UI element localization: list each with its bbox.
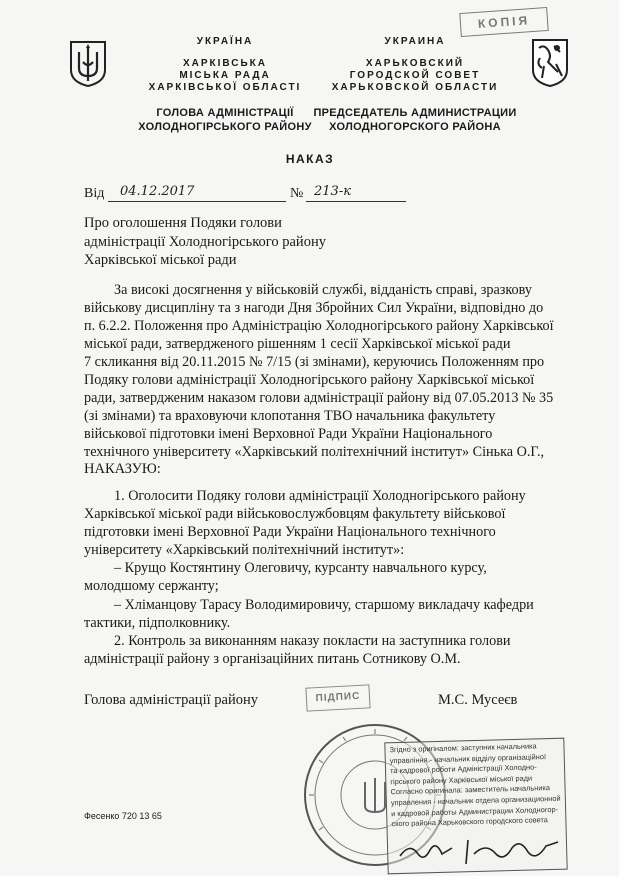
signature-stamp-text: ПІДПИС	[315, 690, 361, 705]
preamble-line-10: технічного університету «Харківський політехнічний інститут» Сінька О.Г.,	[84, 444, 545, 460]
cert-line-4: гірського району Харківської міської ради	[390, 773, 533, 787]
header-right-country: УКРАИНА	[384, 36, 446, 47]
preamble-line-8: (зі змінами) та враховуючи клопотання ТВО начальника факультету	[84, 408, 496, 424]
item-1-line-2: Харківської міської ради військовослужбовцям факультету військової	[84, 506, 506, 522]
header-left-council	[130, 58, 320, 94]
item-1-line-3: підготовки імені Верховної Ради України Національного технічного	[84, 524, 496, 540]
person-2-line-1: – Хліманцову Тарасу Володимировичу, старшому викладачу кафедри	[114, 597, 534, 613]
cert-line-7: и кадровой работы Администрации Холодногор-	[391, 804, 559, 818]
subject-line-3: Харківської міської ради	[84, 252, 237, 268]
preamble-line-2: військову дисципліну та з нагоди Дня Збройних Сил України, відповідно до	[84, 300, 544, 316]
signature-title: Голова адміністрації району	[84, 692, 258, 708]
item-2-line-2: адміністрації району з організаційних питань Сотникову О.М.	[84, 651, 461, 667]
subject	[84, 214, 424, 270]
date-label: Від	[84, 186, 105, 201]
header-left-council-line-2: МІСЬКА РАДА	[179, 70, 271, 81]
item-1-line-4: університету «Харківський політехнічний інститут»:	[84, 542, 405, 558]
document-type: НАКАЗ	[285, 152, 335, 166]
cert-line-2: управління - начальник відділу організаційної	[389, 751, 547, 765]
preamble-line-5: 7 скликання від 20.11.2015 № 7/15 (зі змінами), керуючись Положенням про	[84, 354, 545, 370]
preamble	[84, 281, 574, 461]
header-right-council-line-1: ХАРЬКОВСКИЙ	[365, 58, 465, 69]
header-right-office-line-2: ХОЛОДНОГОРСКОГО РАЙОНА	[329, 121, 501, 133]
kharkiv-coat-of-arms	[530, 36, 570, 88]
cert-line-6: управления - начальник отдела организационной	[390, 793, 561, 808]
item-1	[84, 487, 574, 559]
copy-stamp	[459, 7, 548, 37]
preamble-line-3: п. 6.2.2. Положення про Адміністрацію Холодногірського району Харківської	[84, 318, 554, 334]
header-left-council-line-3: ХАРКІВСЬКОЇ ОБЛАСТІ	[148, 82, 302, 93]
header-left-country: УКРАЇНА	[196, 36, 254, 47]
header-right-council-line-2: ГОРОДСКОЙ СОВЕТ	[349, 70, 481, 81]
executor-info: Фесенко 720 13 65	[84, 811, 162, 821]
copy-stamp-text: КОПІЯ	[477, 13, 531, 31]
number-label: №	[290, 186, 304, 201]
person-1-line-1: – Крущо Костянтину Олеговичу, курсанту навчального курсу,	[114, 560, 487, 576]
item-1-line-1: 1. Оголосити Подяку голови адміністрації Холодногірського району	[114, 488, 526, 504]
item-2-line-1: 2. Контроль за виконанням наказу покласти на заступника голови	[114, 633, 511, 649]
preamble-line-7: ради, затвердженим наказом голови адміністрації району від 07.05.2013 № 35	[84, 390, 554, 406]
person-2	[84, 596, 574, 632]
trident-emblem	[68, 40, 108, 88]
date-number-line	[84, 184, 464, 206]
signature-name: М.С. Мусеєв	[438, 692, 518, 708]
preamble-line-1: За високі досягнення у військовій службі, відданість справі, зразкову	[114, 282, 532, 298]
date-value: 04.12.2017	[120, 184, 195, 199]
cert-line-5: Согласно оригинала: заместитель начальника	[390, 783, 551, 797]
subject-line-1: Про оголошення Подяки голови	[84, 215, 282, 231]
header-left-office	[120, 106, 330, 134]
number-value: 213-к	[314, 184, 351, 199]
preamble-line-9: військової підготовки імені Верховної Ради України Національного	[84, 426, 493, 442]
cert-line-3: та кадрової роботи Адміністрації Холодно-	[389, 762, 537, 776]
number-underline	[306, 201, 406, 202]
header-right-office-line-1: ПРЕДСЕДАТЕЛЬ АДМИНИСТРАЦИИ	[313, 107, 517, 119]
signature-stamp	[305, 684, 370, 711]
header-right-council-line-3: ХАРЬКОВСКОЙ ОБЛАСТИ	[331, 82, 499, 93]
date-underline	[108, 201, 286, 202]
item-2	[84, 632, 574, 668]
subject-line-2: адміністрації Холодногірського району	[84, 233, 326, 250]
header-left-office-line-2: ХОЛОДНОГІРСЬКОГО РАЙОНУ	[138, 121, 312, 133]
preamble-line-4: міської ради, затвердженого рішенням 1 сесії Харківської міської ради	[84, 336, 511, 352]
preamble-line-6: Подяку голови адміністрації Холодногірського району Харківської міської	[84, 372, 535, 388]
order-word: НАКАЗУЮ:	[84, 461, 161, 477]
handwritten-signature-icon	[396, 834, 566, 868]
header-left-office-line-1: ГОЛОВА АДМІНІСТРАЦІЇ	[156, 107, 294, 119]
cert-line-1: Згідно з оригіналом: заступник начальника	[389, 741, 537, 755]
cert-line-8: ского района Харьковского городского совета	[391, 815, 548, 829]
person-1	[84, 559, 574, 595]
header-left-council-line-1: ХАРКІВСЬКА	[182, 58, 268, 69]
header-right-council	[320, 58, 510, 94]
header-right-office	[300, 106, 530, 134]
person-1-line-2: молодшому сержанту;	[84, 578, 219, 594]
person-2-line-2: тактики, підполковнику.	[84, 615, 231, 631]
